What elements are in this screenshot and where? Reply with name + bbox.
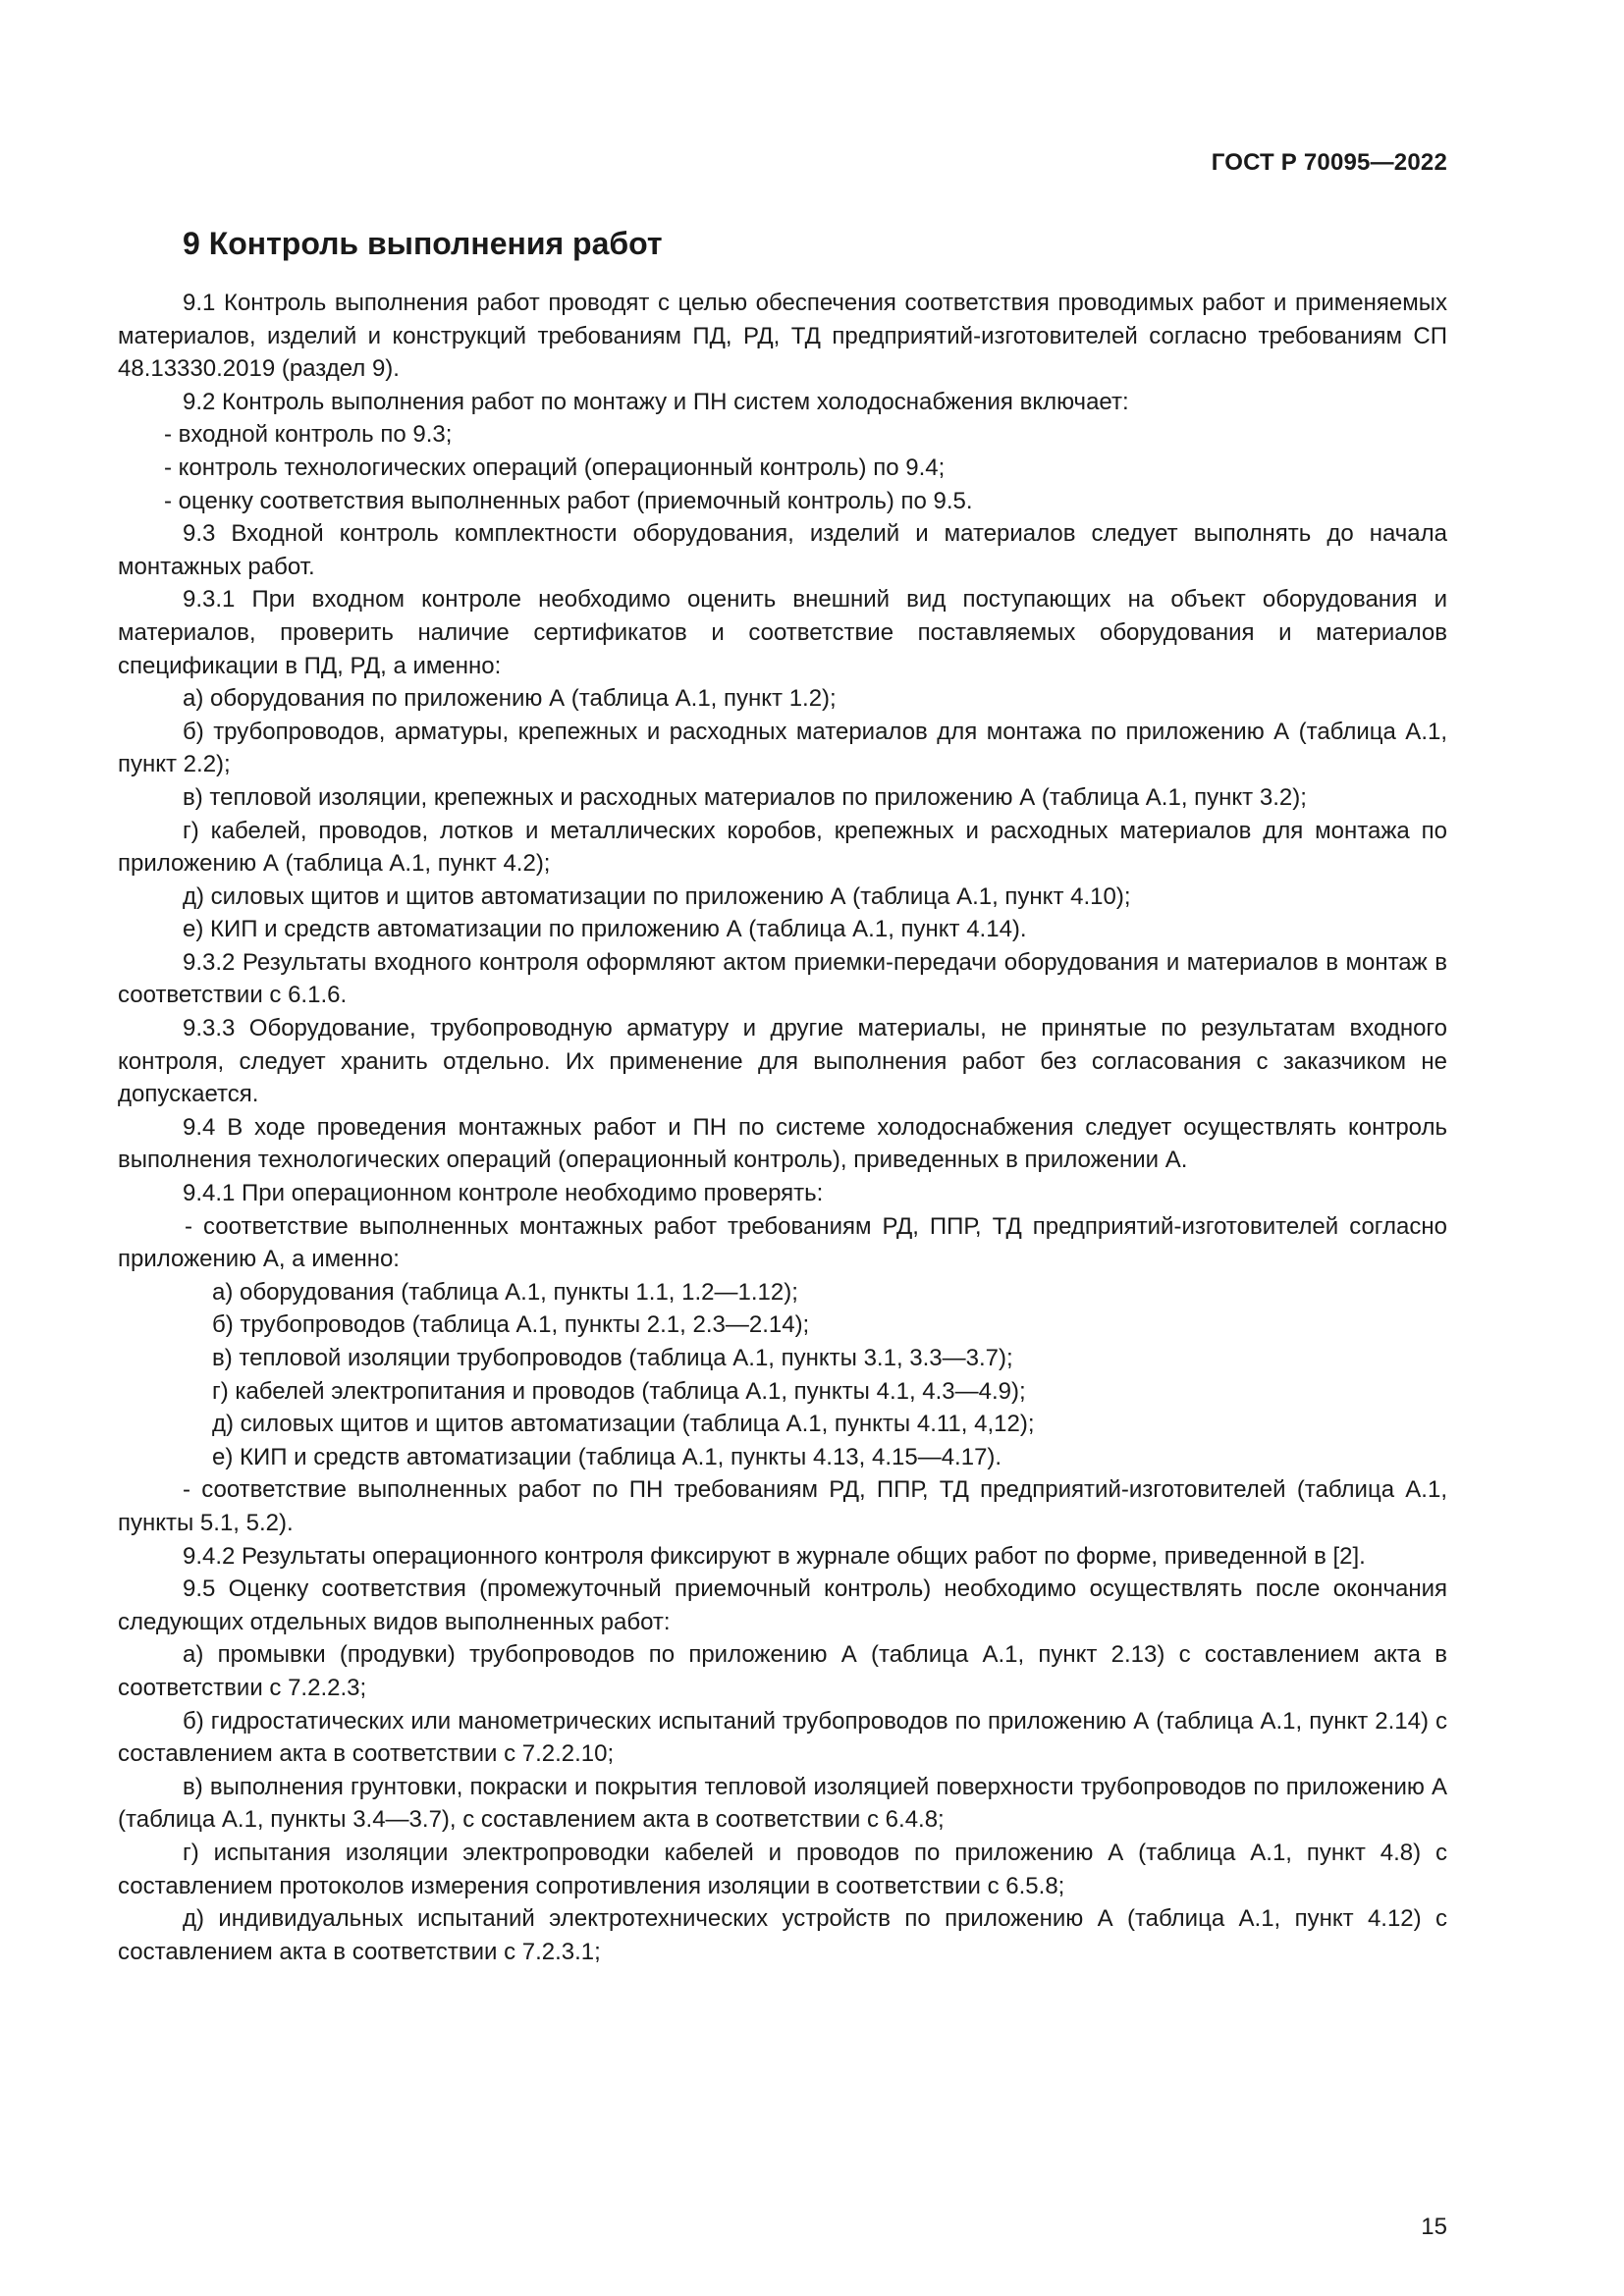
list-item: - контроль технологических операций (операционный контроль) по 9.4;	[164, 454, 946, 481]
list-item: в) тепловой изоляции трубопроводов (таблица А.1, пункты 3.1, 3.3—3.7);	[212, 1345, 1013, 1371]
list-item: - оценку соответствия выполненных работ (приемочный контроль) по 9.5.	[164, 487, 973, 514]
page-number: 15	[1421, 2214, 1447, 2240]
list-item: - соответствие выполненных монтажных работ требованиям РД, ППР, ТД предприятий-изготовителей согласно приложению А, а именно:	[118, 1212, 1447, 1273]
paragraph-9-3-3: 9.3.3 Оборудование, трубопроводную арматуру и другие материалы, не принятые по результатам входного контроля, следует хранить отдельно. Их применение для выполнения работ без согласования с заказчиком не допускается.	[118, 1015, 1447, 1108]
list-item: г) кабелей электропитания и проводов (таблица А.1, пункты 4.1, 4.3—4.9);	[212, 1377, 1026, 1405]
list-item: г) кабелей, проводов, лотков и металлических коробов, крепежных и расходных материалов для монтажа по приложению А (таблица А.1, пункт 4.2);	[118, 817, 1447, 878]
paragraph-9-1: 9.1 Контроль выполнения работ проводят с целью обеспечения соответствия проводимых работ и применяемых материалов, изделий и конструкций требованиям ПД, РД, ТД предприятий-изготовителей согласно требованиям СП 48.13330.2019 (раздел 9).	[118, 290, 1447, 383]
list-item: а) оборудования по приложению А (таблица А.1, пункт 1.2);	[183, 685, 837, 713]
list-item: д) силовых щитов и щитов автоматизации по приложению А (таблица А.1, пункт 4.10);	[183, 882, 1131, 910]
list-item: б) гидростатических или манометрических испытаний трубопроводов по приложению А (таблица А.1, пункт 2.14) с составлением акта в соответствии с 7.2.2.10;	[118, 1707, 1447, 1768]
paragraph-9-3: 9.3 Входной контроль комплектности оборудования, изделий и материалов следует выполнять до начала монтажных работ.	[118, 520, 1447, 580]
list-item: д) силовых щитов и щитов автоматизации (таблица А.1, пункты 4.11, 4,12);	[212, 1411, 1035, 1438]
section-title: 9 Контроль выполнения работ	[183, 226, 663, 261]
paragraph-9-4-1: 9.4.1 При операционном контроле необходимо проверять:	[183, 1180, 824, 1207]
paragraph-9-2: 9.2 Контроль выполнения работ по монтажу и ПН систем холодоснабжения включает:	[183, 388, 1129, 415]
document-standard-header: ГОСТ Р 70095—2022	[1211, 149, 1447, 176]
list-item: б) трубопроводов (таблица А.1, пункты 2.1, 2.3—2.14);	[212, 1311, 810, 1339]
document-body	[118, 287, 1447, 1968]
list-item: е) КИП и средств автоматизации (таблица А.1, пункты 4.13, 4.15—4.17).	[212, 1443, 1002, 1470]
list-item: - входной контроль по 9.3;	[164, 421, 453, 449]
list-item: - соответствие выполненных работ по ПН требованиям РД, ППР, ТД предприятий-изготовителей (таблица А.1, пункты 5.1, 5.2).	[118, 1476, 1447, 1536]
paragraph-9-3-1: 9.3.1 При входном контроле необходимо оценить внешний вид поступающих на объект оборудования и материалов, проверить наличие сертификатов и соответствие поставляемых оборудования и материалов спецификации в ПД, РД, а именно:	[118, 586, 1447, 679]
list-item: е) КИП и средств автоматизации по приложению А (таблица А.1, пункт 4.14).	[183, 916, 1027, 943]
list-item: в) тепловой изоляции, крепежных и расходных материалов по приложению А (таблица А.1, пункт 3.2);	[183, 783, 1307, 811]
paragraph-9-3-2: 9.3.2 Результаты входного контроля оформляют актом приемки-передачи оборудования и материалов в монтаж в соответствии с 6.1.6.	[118, 948, 1447, 1009]
list-item: а) оборудования (таблица А.1, пункты 1.1, 1.2—1.12);	[212, 1278, 798, 1306]
paragraph-9-4-2: 9.4.2 Результаты операционного контроля фиксируют в журнале общих работ по форме, приведенной в [2].	[183, 1542, 1366, 1570]
list-item: д) индивидуальных испытаний электротехнических устройств по приложению А (таблица А.1, пункт 4.12) с составлением акта в соответствии с 7.2.3.1;	[118, 1905, 1447, 1965]
list-item: в) выполнения грунтовки, покраски и покрытия тепловой изоляцией поверхности трубопроводов по приложению А (таблица А.1, пункты 3.4—3.7), с составлением акта в соответствии с 6.4.8;	[118, 1773, 1447, 1834]
paragraph-9-4: 9.4 В ходе проведения монтажных работ и ПН по системе холодоснабжения следует осуществлять контроль выполнения технологических операций (операционный контроль), приведенных в приложении А.	[118, 1113, 1447, 1174]
list-item: а) промывки (продувки) трубопроводов по приложению А (таблица А.1, пункт 2.13) с составлением акта в соответствии с 7.2.2.3;	[118, 1641, 1447, 1701]
paragraph-9-5: 9.5 Оценку соответствия (промежуточный приемочный контроль) необходимо осуществлять после окончания следующих отдельных видов выполненных работ:	[118, 1575, 1447, 1635]
list-item: г) испытания изоляции электропроводки кабелей и проводов по приложению А (таблица А.1, пункт 4.8) с составлением протоколов измерения сопротивления изоляции в соответствии с 6.5.8;	[118, 1839, 1447, 1899]
list-item: б) трубопроводов, арматуры, крепежных и расходных материалов для монтажа по приложению А (таблица А.1, пункт 2.2);	[118, 718, 1447, 778]
